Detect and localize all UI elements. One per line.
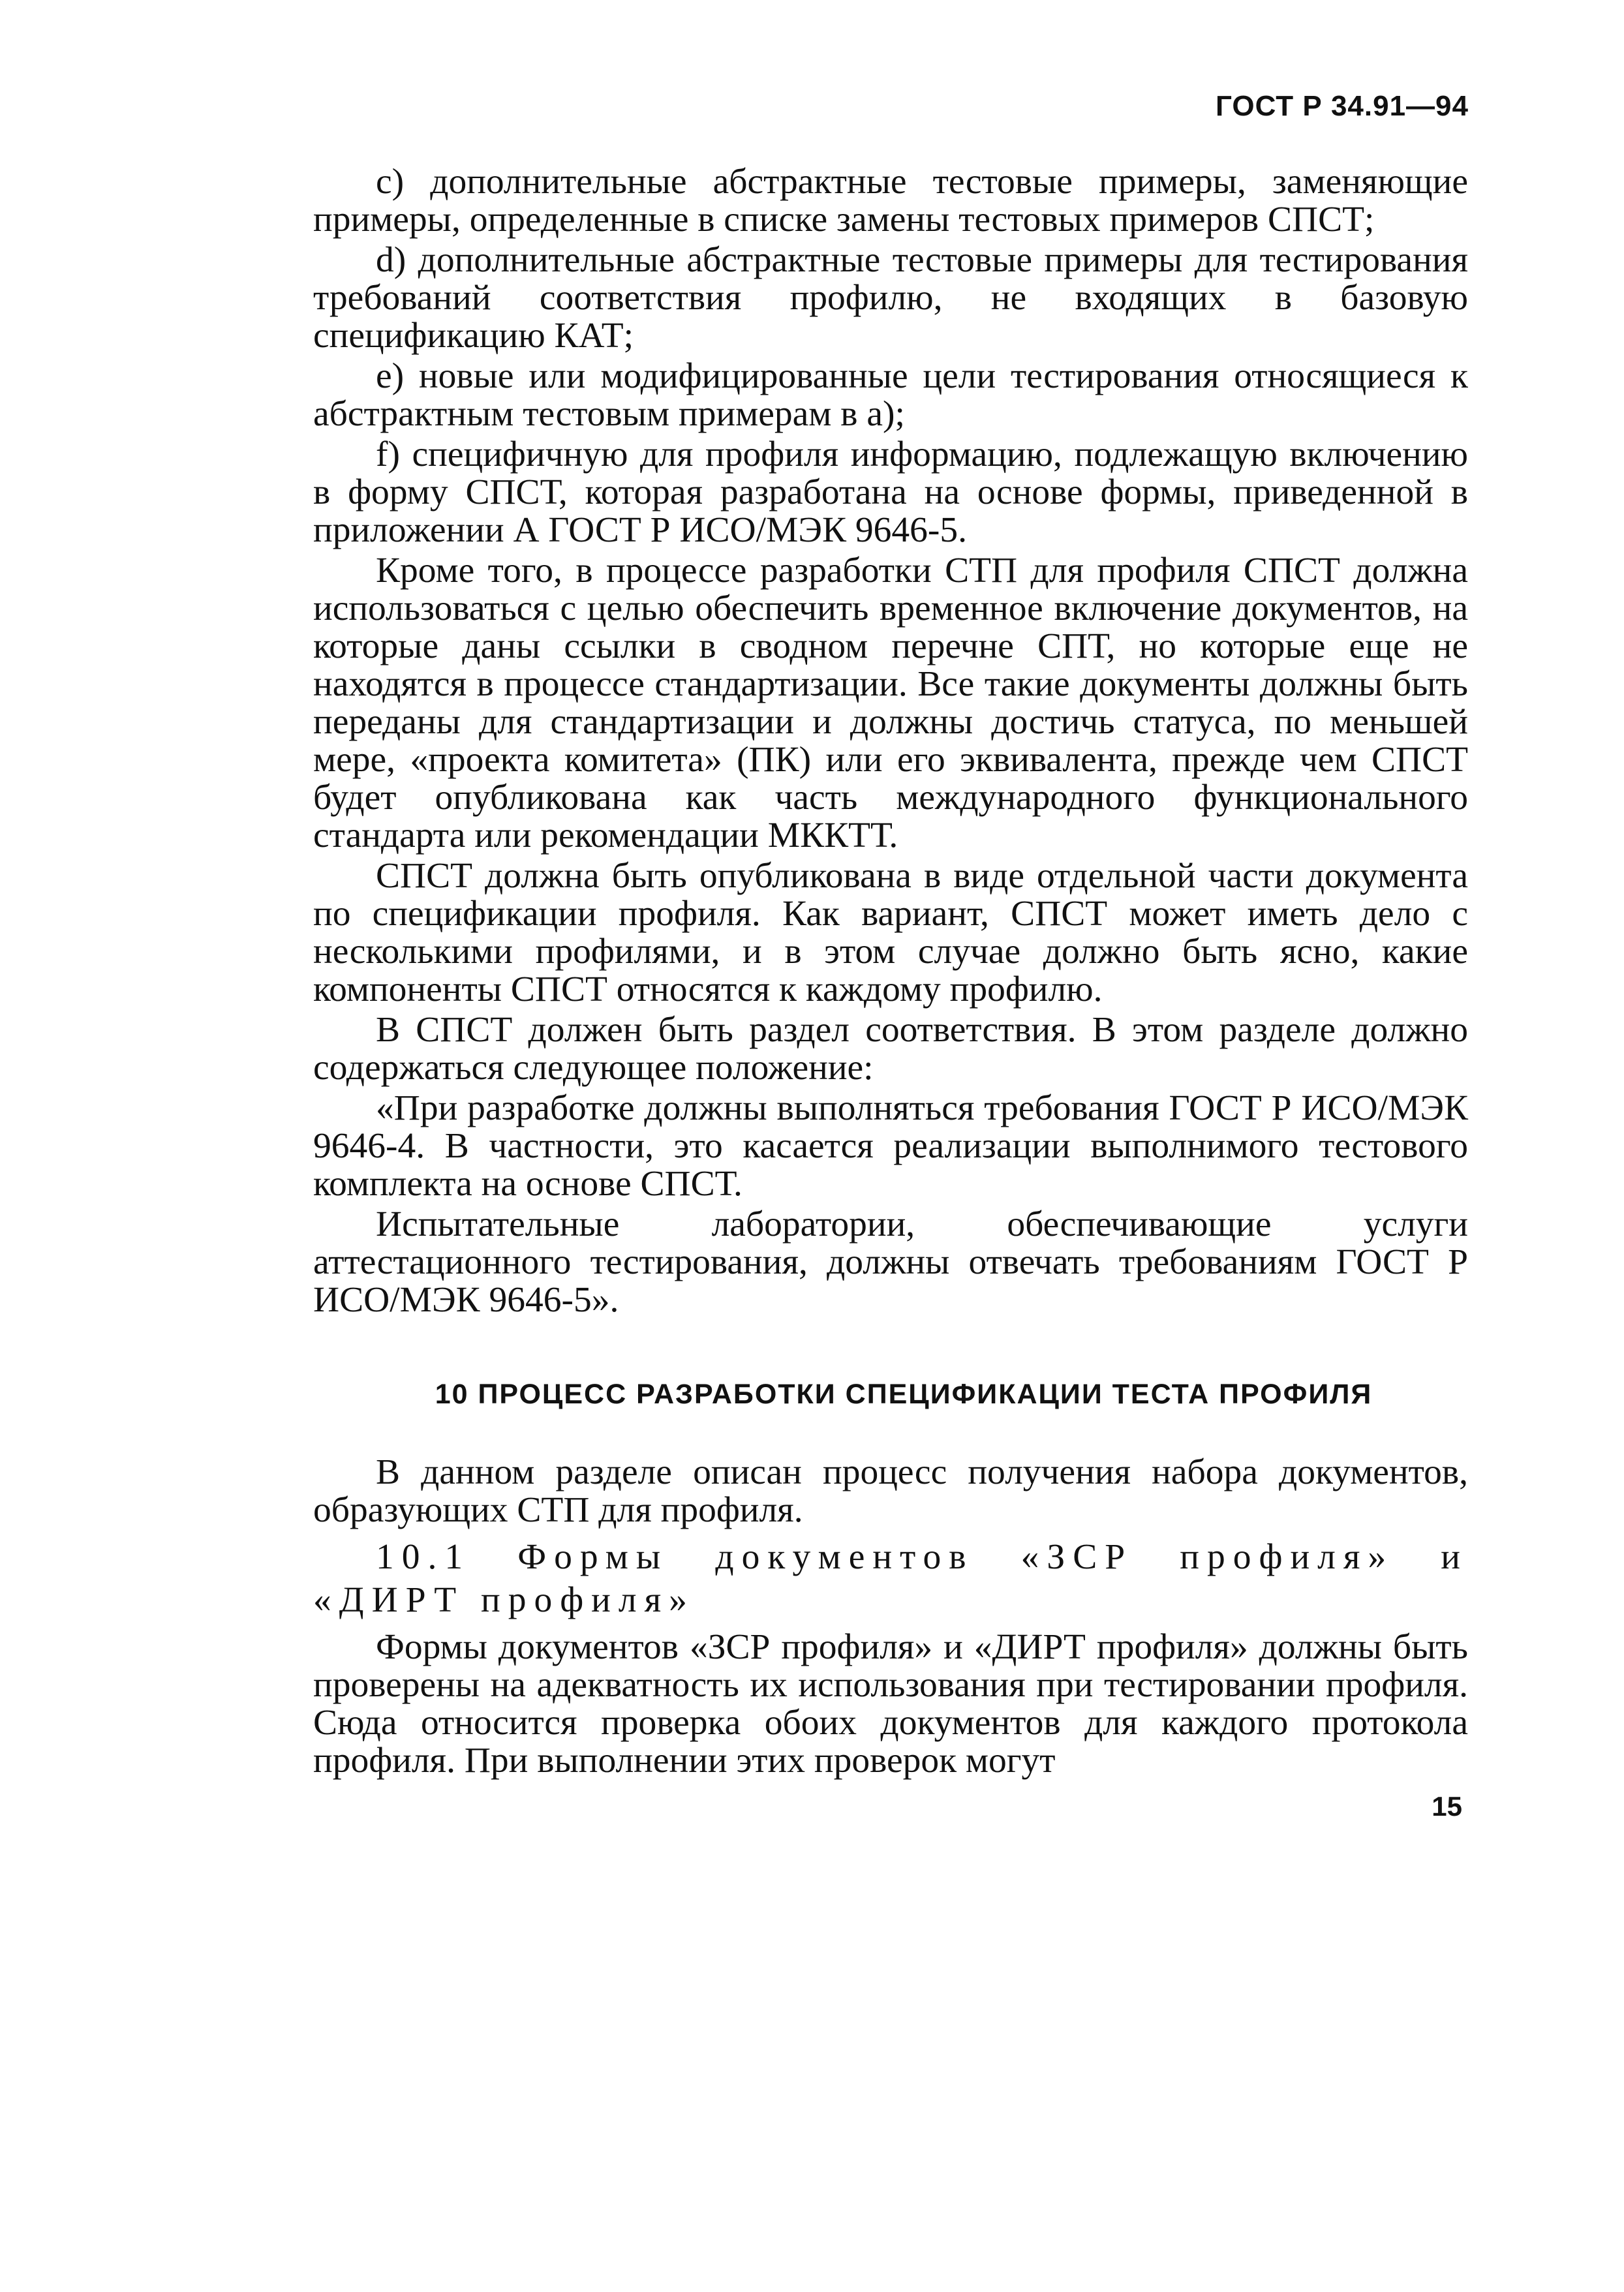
section-heading: 10 ПРОЦЕСС РАЗРАБОТКИ СПЕЦИФИКАЦИИ ТЕСТА ПРОФИЛЯ [435,1379,1373,1410]
paragraph-quote-labs: Испытательные лаборатории, обеспечивающие услуги аттестационного тестирования, должны отвечать требованиям ГОСТ Р ИСО/МЭК 9646-5». [313,1204,1468,1320]
paragraph-quote-development: «При разработке должны выполняться требования ГОСТ Р ИСО/МЭК 9646-4. В частности, это касается реализации выполнимого тестового комплекта на основе СПСТ. [313,1088,1468,1204]
paragraph-standardization: Кроме того, в процессе разработки СТП для профиля СПСТ должна использоваться с целью обеспечить временное включение документов, на которые даны ссылки в сводном перечне СПТ, но которые еще не находятся в процессе стандартизации. Все такие документы должны быть переданы для стандартизации и должны достичь статуса, по меньшей мере, «проекта комитета» (ПК) или его эквивалента, прежде чем СПСТ будет опубликована как часть международного функционального стандарта или рекомендации МККТТ. [313,551,1468,855]
paragraph-list-item-d: d) дополнительные абстрактные тестовые примеры для тестирования требований соответствия профилю, не входящих в базовую спецификацию КАТ; [313,240,1468,356]
paragraph-list-item-f: f) специфичную для профиля информацию, подлежащую включению в форму СПСТ, которая разработана на основе формы, приведенной в приложении А ГОСТ Р ИСО/МЭК 9646-5. [313,435,1468,550]
paragraph-list-item-e: е) новые или модифицированные цели тестирования относящиеся к абстрактным тестовым примерам в а); [313,356,1468,434]
document-body [313,163,1468,1782]
paragraph-conformance-section: В СПСТ должен быть раздел соответствия. В этом разделе должно содержаться следующее положение: [313,1010,1468,1088]
subsection-title: 10.1 Формы документов «ЗСР профиля» и «ДИРТ профиля» [313,1537,1468,1620]
paragraph-section-intro: В данном разделе описан процесс получения набора документов, образующих СТП для профиля. [313,1452,1468,1530]
paragraph-list-item-c: с) дополнительные абстрактные тестовые примеры, заменяющие примеры, определенные в списке замены тестовых примеров СПСТ; [313,162,1468,239]
page-number: 15 [1432,1791,1462,1822]
paragraph-subsection-text: Формы документов «ЗСР профиля» и «ДИРТ профиля» должны быть проверены на адекватность их использования при тестировании профиля. Сюда относится проверка обоих документов для каждого протокола профиля. При выполнении этих проверок могут [313,1627,1468,1780]
document-header: ГОСТ Р 34.91—94 [1216,90,1469,122]
paragraph-publication: СПСТ должна быть опубликована в виде отдельной части документа по спецификации профиля. Как вариант, СПСТ может иметь дело с несколькими профилями, и в этом случае должно быть ясно, какие компоненты СПСТ относятся к каждому профилю. [313,856,1468,1009]
